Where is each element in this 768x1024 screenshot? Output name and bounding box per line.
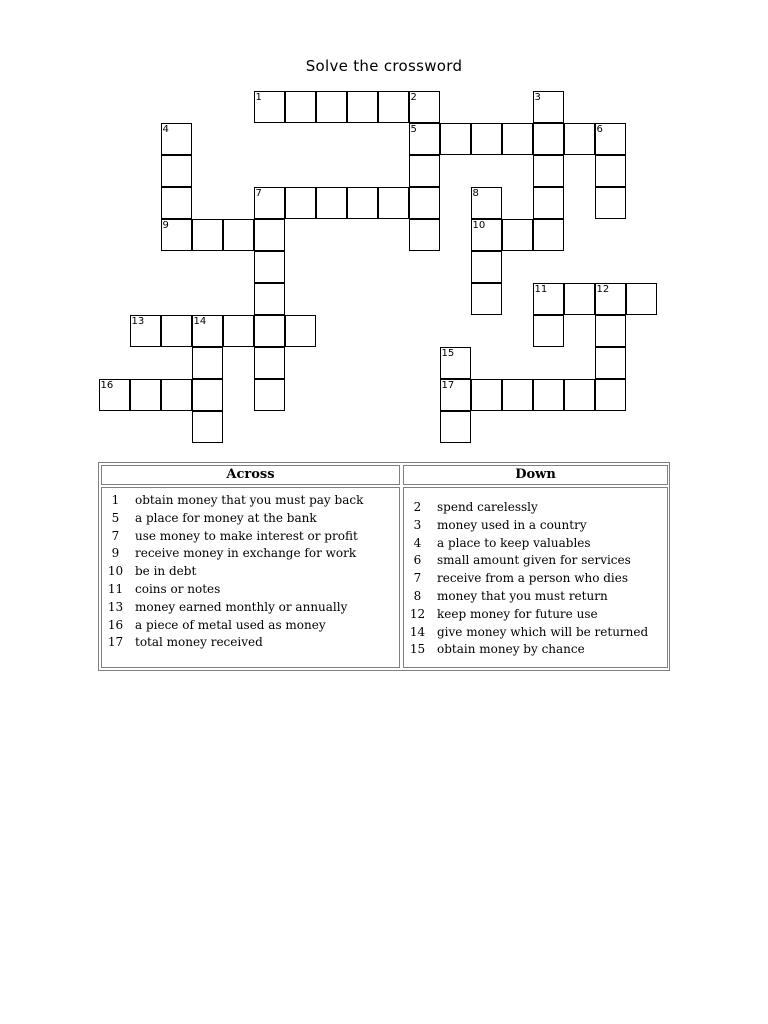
across-clue <box>102 581 399 599</box>
clue-number: 3 <box>534 92 541 103</box>
clue-num: 9 <box>111 546 120 561</box>
grid-cell[interactable] <box>471 379 502 411</box>
across-clue <box>102 599 399 617</box>
down-clue <box>404 535 667 553</box>
grid-cell[interactable] <box>595 347 626 379</box>
grid-cell[interactable] <box>161 155 192 187</box>
clue-text: a place to keep valuables <box>437 535 591 550</box>
clue-number: 17 <box>441 380 455 391</box>
grid-cell[interactable] <box>254 315 285 347</box>
down-clue <box>404 641 667 659</box>
grid-cell[interactable] <box>595 379 626 411</box>
across-clue <box>102 617 399 635</box>
grid-cell[interactable] <box>533 123 564 155</box>
clue-num: 13 <box>107 599 124 614</box>
clue-text: a place for money at the bank <box>135 510 317 525</box>
grid-cell[interactable] <box>409 91 440 123</box>
clue-number: 6 <box>596 124 603 135</box>
grid-cell[interactable] <box>254 187 285 219</box>
grid-cell[interactable] <box>502 123 533 155</box>
grid-cell[interactable] <box>254 219 285 251</box>
clue-text: money used in a country <box>437 517 587 532</box>
clue-num: 11 <box>107 581 124 596</box>
grid-cell[interactable] <box>192 315 223 347</box>
down-header: Down <box>403 465 668 485</box>
down-clue-list <box>403 487 668 668</box>
clue-text: money earned monthly or annually <box>135 599 348 614</box>
grid-cell[interactable] <box>192 411 223 443</box>
grid-cell[interactable] <box>409 187 440 219</box>
clue-number: 2 <box>410 92 417 103</box>
grid-cell[interactable] <box>471 251 502 283</box>
grid-cell[interactable] <box>347 187 378 219</box>
clue-text: money that you must return <box>437 588 608 603</box>
clue-text: receive money in exchange for work <box>135 546 357 561</box>
clue-number: 16 <box>100 380 114 391</box>
grid-cell[interactable] <box>161 187 192 219</box>
grid-cell[interactable] <box>440 123 471 155</box>
clue-num: 7 <box>111 528 120 543</box>
grid-cell[interactable] <box>440 379 471 411</box>
grid-cell[interactable] <box>99 379 130 411</box>
clue-text: total money received <box>135 635 263 650</box>
grid-cell[interactable] <box>409 219 440 251</box>
grid-cell[interactable] <box>502 379 533 411</box>
clue-text: obtain money that you must pay back <box>135 493 364 507</box>
grid-cell[interactable] <box>533 155 564 187</box>
grid-cell[interactable] <box>533 219 564 251</box>
clue-text: receive from a person who dies <box>437 571 629 586</box>
grid-cell[interactable] <box>316 91 347 123</box>
grid-cell[interactable] <box>378 91 409 123</box>
grid-cell[interactable] <box>254 91 285 123</box>
grid-cell[interactable] <box>254 347 285 379</box>
grid-cell[interactable] <box>285 315 316 347</box>
grid-cell[interactable] <box>192 347 223 379</box>
across-clue <box>102 563 399 581</box>
across-clue <box>102 545 399 563</box>
grid-cell[interactable] <box>285 91 316 123</box>
clue-number: 1 <box>255 92 262 103</box>
clue-number: 15 <box>441 348 455 359</box>
clue-number: 11 <box>534 284 548 295</box>
clue-num: 3 <box>413 517 422 532</box>
grid-cell[interactable] <box>378 187 409 219</box>
down-clue <box>404 606 667 624</box>
grid-cell[interactable] <box>564 283 595 315</box>
grid-cell[interactable] <box>533 187 564 219</box>
clue-number: 8 <box>472 188 479 199</box>
grid-cell[interactable] <box>285 187 316 219</box>
across-clue <box>102 528 399 546</box>
grid-cell[interactable] <box>626 283 657 315</box>
clue-text: small amount given for services <box>437 553 631 568</box>
down-clue <box>404 517 667 535</box>
grid-cell[interactable] <box>130 315 161 347</box>
clue-number: 13 <box>131 316 145 327</box>
grid-cell[interactable] <box>161 219 192 251</box>
clue-num: 16 <box>107 617 124 632</box>
grid-cell[interactable] <box>595 155 626 187</box>
grid-cell[interactable] <box>595 283 626 315</box>
grid-cell[interactable] <box>595 187 626 219</box>
grid-cell[interactable] <box>471 187 502 219</box>
grid-cell[interactable] <box>223 315 254 347</box>
crossword-grid <box>0 0 768 460</box>
grid-cell[interactable] <box>254 379 285 411</box>
clue-num: 12 <box>409 606 426 621</box>
clue-number: 4 <box>162 124 169 135</box>
clue-num: 7 <box>413 571 422 586</box>
clue-text: obtain money by chance <box>437 642 585 657</box>
grid-cell[interactable] <box>254 283 285 315</box>
clue-num: 2 <box>413 500 422 514</box>
clue-number: 14 <box>193 316 207 327</box>
grid-cell[interactable] <box>161 315 192 347</box>
clue-number: 10 <box>472 220 486 231</box>
grid-cell[interactable] <box>409 123 440 155</box>
grid-cell[interactable] <box>595 315 626 347</box>
clue-num: 10 <box>107 564 124 579</box>
grid-cell[interactable] <box>223 219 254 251</box>
grid-cell[interactable] <box>409 155 440 187</box>
clue-num: 17 <box>107 635 124 650</box>
grid-cell[interactable] <box>533 91 564 123</box>
clue-text: coins or notes <box>135 581 221 596</box>
down-clue <box>404 552 667 570</box>
clue-num: 14 <box>409 624 426 639</box>
clue-text: keep money for future use <box>437 606 598 621</box>
page-title: Solve the crossword <box>305 57 463 75</box>
clues-table <box>98 462 670 671</box>
grid-cell[interactable] <box>533 283 564 315</box>
grid-cell[interactable] <box>440 347 471 379</box>
grid-cell[interactable] <box>254 251 285 283</box>
grid-cell[interactable] <box>564 123 595 155</box>
grid-cell[interactable] <box>161 123 192 155</box>
grid-cell[interactable] <box>347 91 378 123</box>
clue-num: 15 <box>409 642 426 657</box>
clue-text: use money to make interest or profit <box>135 528 358 543</box>
grid-cell[interactable] <box>192 379 223 411</box>
grid-cell[interactable] <box>502 219 533 251</box>
grid-cell[interactable] <box>564 379 595 411</box>
across-header: Across <box>101 465 400 485</box>
clue-number: 5 <box>410 124 417 135</box>
grid-cell[interactable] <box>192 219 223 251</box>
grid-cell[interactable] <box>595 123 626 155</box>
clue-num: 8 <box>413 588 422 603</box>
clue-num: 6 <box>413 553 422 568</box>
grid-cell[interactable] <box>471 283 502 315</box>
clue-num: 1 <box>111 493 120 507</box>
clue-text: be in debt <box>135 564 197 579</box>
clue-number: 7 <box>255 188 262 199</box>
clue-text: give money which will be returned <box>437 624 649 639</box>
across-clue <box>102 510 399 528</box>
grid-cell[interactable] <box>316 187 347 219</box>
down-clue <box>404 624 667 642</box>
grid-cell[interactable] <box>440 411 471 443</box>
clue-text: a piece of metal used as money <box>135 617 326 632</box>
clue-num: 4 <box>413 535 422 550</box>
across-clue <box>102 634 399 652</box>
grid-cell[interactable] <box>161 379 192 411</box>
across-clue-list <box>101 487 400 668</box>
grid-cell[interactable] <box>471 123 502 155</box>
grid-cell[interactable] <box>533 379 564 411</box>
down-clue <box>404 499 667 517</box>
grid-cell[interactable] <box>471 219 502 251</box>
across-clue <box>102 492 399 510</box>
clue-number: 12 <box>596 284 610 295</box>
down-clue <box>404 570 667 588</box>
grid-cell[interactable] <box>130 379 161 411</box>
down-clue <box>404 588 667 606</box>
grid-cell[interactable] <box>533 315 564 347</box>
clue-number: 9 <box>162 220 169 231</box>
clue-text: spend carelessly <box>437 500 538 514</box>
clue-num: 5 <box>111 510 120 525</box>
